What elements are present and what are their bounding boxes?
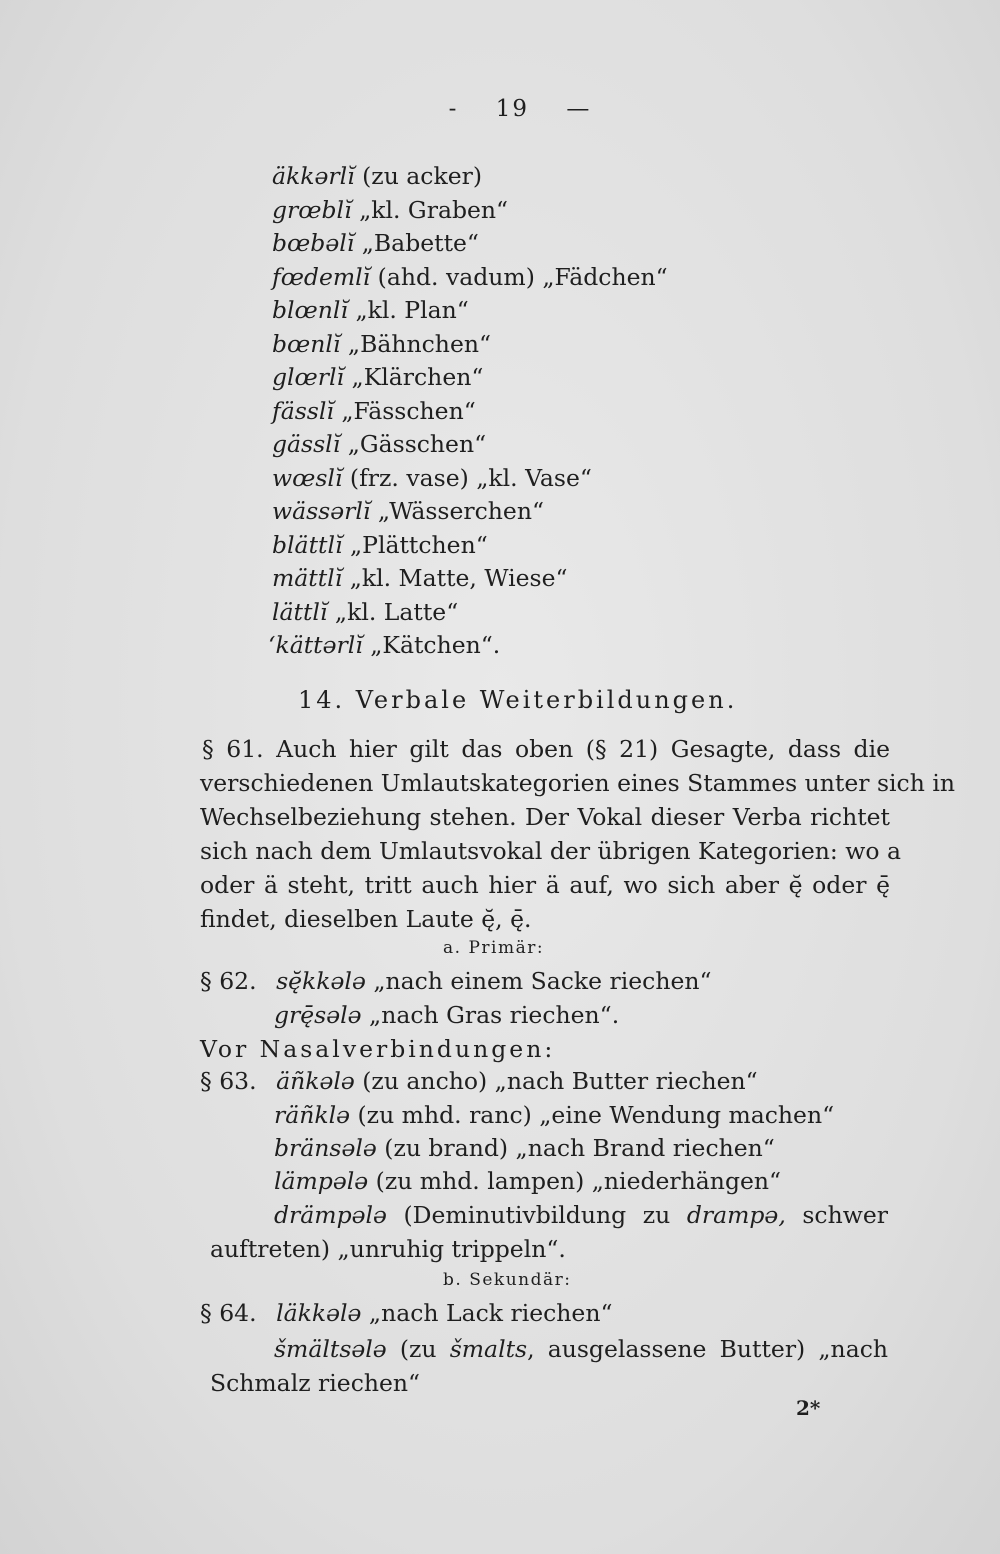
running-head — [440, 96, 600, 122]
text-line: findet, dieselben Laute ę̆, ę̄. — [200, 905, 532, 933]
paragraph-63-line: § 63. äñkələ (zu ancho) „nach Butter riechen“ — [200, 1067, 758, 1095]
list-item: bœnlĭ „Bähnchen“ — [272, 329, 491, 358]
subheading-nasal: Vor Nasalverbindungen: — [200, 1035, 556, 1063]
text-line: § 61. Auch hier gilt das oben (§ 21) Gesagte, dass die — [202, 735, 890, 763]
section-heading: 14. Verbale Weiterbildungen. — [298, 686, 738, 714]
page-number: 19 — [495, 96, 530, 122]
paragraph-64-line: Schmalz riechen“ — [210, 1369, 421, 1397]
text-line: Wechselbeziehung stehen. Der Vokal dieser Verba richtet — [200, 803, 890, 831]
subheading-secondary: b. Sekundär: — [443, 1270, 572, 1290]
list-item: glœrlĭ „Klärchen“ — [272, 363, 484, 391]
paragraph-63-line: drämpələ (Deminutivbildung zu drampə, schwer — [274, 1201, 888, 1229]
dash-left: - — [448, 96, 459, 122]
subheading-primary: a. Primär: — [443, 938, 545, 958]
paragraph-64-line: § 64. läkkələ „nach Lack riechen“ — [200, 1299, 613, 1327]
paragraph-63-line: bränsələ (zu brand) „nach Brand riechen“ — [274, 1134, 775, 1162]
list-item: fässlĭ „Fässchen“ — [272, 396, 476, 425]
paragraph-62-line: grę̄sələ „nach Gras riechen“. — [274, 1001, 620, 1029]
dash-right: — — [566, 96, 592, 122]
list-item: wässərlĭ „Wässerchen“ — [272, 497, 544, 525]
paragraph-63-line: auftreten) „unruhig trippeln“. — [210, 1235, 566, 1263]
list-item: fœdemlĭ (ahd. vadum) „Fädchen“ — [272, 262, 668, 291]
diminutive-list — [268, 160, 912, 663]
signature-mark: 2* — [796, 1396, 821, 1420]
text-line: verschiedenen Umlautskategorien eines Stammes unter sich in — [200, 769, 955, 797]
list-item: blättlĭ „Plättchen“ — [272, 530, 488, 559]
list-item: äkkərlĭ (zu acker) — [272, 162, 483, 190]
list-item: mättlĭ „kl. Matte, Wiese“ — [272, 564, 568, 592]
text-line: sich nach dem Umlautsvokal der übrigen Kategorien: wo a — [200, 837, 902, 865]
text-line: oder ä steht, tritt auch hier ä auf, wo sich aber ę̆ oder ę̄ — [200, 871, 890, 899]
list-item: lättlĭ „kl. Latte“ — [272, 597, 459, 626]
paragraph-63-line: lämpələ (zu mhd. lampen) „niederhängen“ — [274, 1167, 782, 1195]
list-item: gässlĭ „Gässchen“ — [272, 430, 487, 458]
list-item: wœslĭ (frz. vase) „kl. Vase“ — [272, 463, 592, 492]
paragraph-63-line: räñklə (zu mhd. ranc) „eine Wendung machen“ — [274, 1101, 835, 1129]
paragraph-64-line: šmältsələ (zu šmalts, ausgelassene Butter) „nach — [274, 1335, 888, 1363]
list-item: ʻkättərlĭ „Kätchen“. — [268, 631, 501, 659]
paragraph-61 — [198, 732, 955, 936]
list-item: blœnlĭ „kl. Plan“ — [272, 296, 469, 324]
list-item: bœbəlĭ „Babette“ — [272, 229, 479, 257]
paragraph-62-line: § 62. sę̆kkələ „nach einem Sacke riechen“ — [200, 967, 712, 995]
list-item: grœblĭ „kl. Graben“ — [272, 195, 509, 224]
